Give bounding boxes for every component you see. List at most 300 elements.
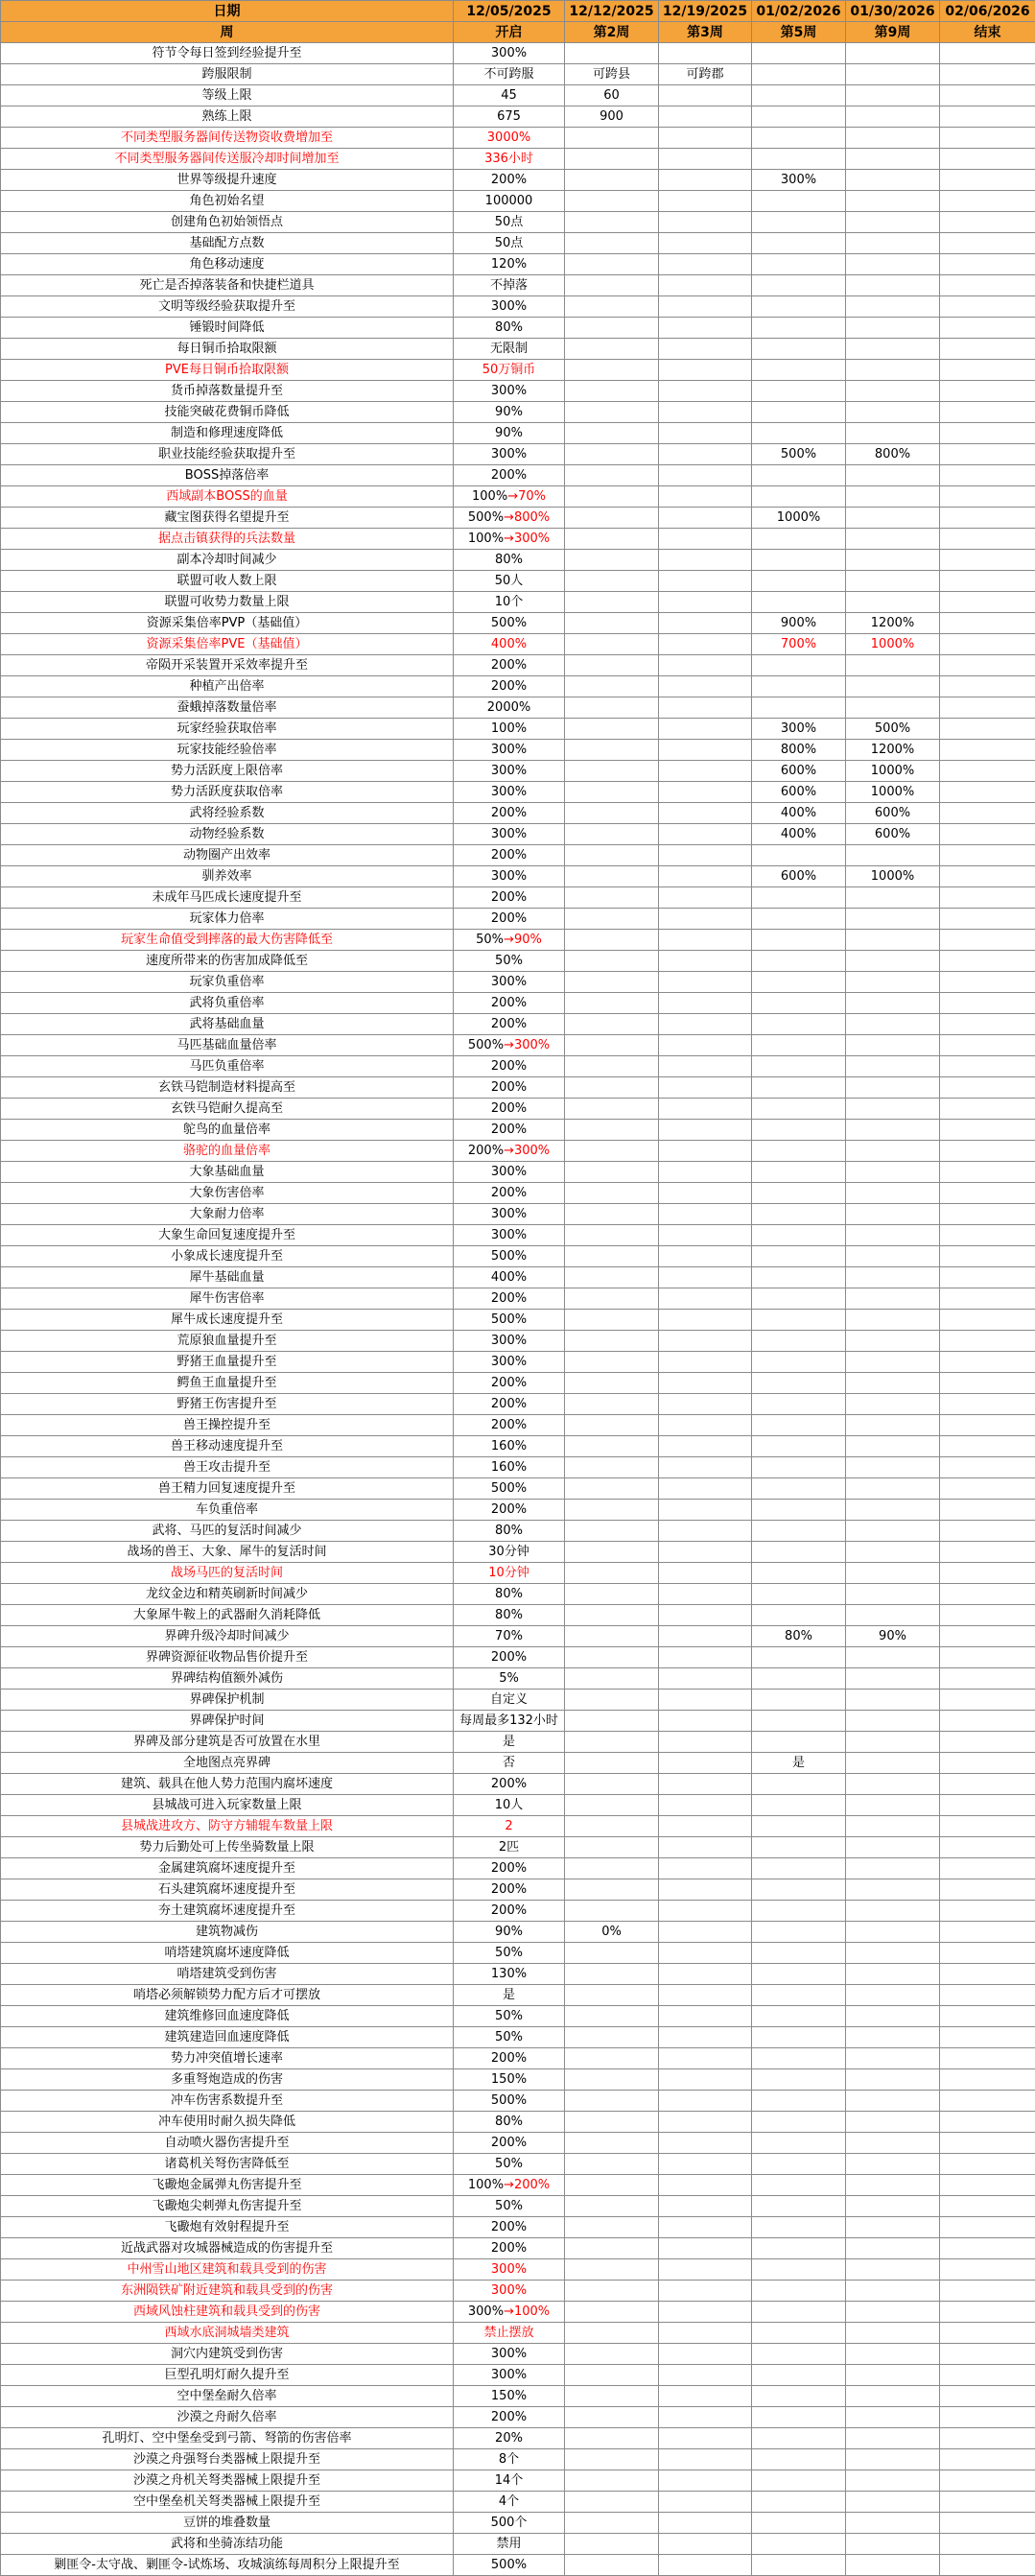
row-label: 兽王精力回复速度提升至	[1, 1478, 454, 1500]
row-value	[846, 2112, 940, 2133]
row-value	[659, 1647, 752, 1668]
row-value	[565, 2492, 659, 2513]
table-row	[1, 2555, 1035, 2576]
changed-value: →300%	[504, 1144, 550, 1158]
row-value	[752, 2281, 846, 2302]
table-row	[1, 2069, 1035, 2091]
row-value	[846, 381, 940, 402]
row-value	[659, 149, 752, 170]
row-value	[940, 1457, 1035, 1478]
row-value: 200%	[454, 1373, 565, 1394]
row-value	[659, 571, 752, 592]
table-row	[1, 1310, 1035, 1331]
header-row-date	[1, 1, 1035, 22]
row-value: 80%	[752, 1626, 846, 1647]
row-label: 界碑保护机制	[1, 1690, 454, 1711]
table-row	[1, 2407, 1035, 2428]
row-value	[659, 465, 752, 486]
row-value: 300%	[454, 2281, 565, 2302]
row-value	[752, 106, 846, 128]
table-row	[1, 1605, 1035, 1626]
row-label: 近战武器对攻城器械造成的伤害提升至	[1, 2238, 454, 2259]
row-value	[752, 128, 846, 149]
row-value: 90%	[454, 1922, 565, 1943]
row-value	[752, 2302, 846, 2323]
row-value	[846, 339, 940, 360]
row-value	[659, 444, 752, 465]
row-value	[752, 2428, 846, 2449]
table-row	[1, 845, 1035, 866]
row-value	[846, 676, 940, 697]
row-value	[940, 1288, 1035, 1310]
row-value	[846, 1964, 940, 1985]
row-value: 200%	[454, 1120, 565, 1141]
row-label: 野猪王伤害提升至	[1, 1394, 454, 1415]
row-value: 3000%	[454, 128, 565, 149]
row-value	[659, 845, 752, 866]
row-label: 联盟可收人数上限	[1, 571, 454, 592]
row-label: 飞礮炮尖刺弹丸伤害提升至	[1, 2196, 454, 2217]
row-value	[846, 1204, 940, 1225]
row-label: 沙漠之舟机关弩类器械上限提升至	[1, 2470, 454, 2492]
row-value: 50%	[454, 1943, 565, 1964]
row-value: 1000%	[752, 508, 846, 529]
row-label: 大象伤害倍率	[1, 1183, 454, 1204]
row-value	[659, 2259, 752, 2281]
row-value	[846, 951, 940, 972]
row-value	[940, 2386, 1035, 2407]
row-value: 1000%	[846, 761, 940, 782]
row-label: 界碑资源征收物品售价提升至	[1, 1647, 454, 1668]
table-row	[1, 951, 1035, 972]
row-value	[940, 887, 1035, 909]
row-value	[659, 719, 752, 740]
row-value	[846, 85, 940, 106]
row-label: 界碑结构值额外减伤	[1, 1668, 454, 1690]
row-value: 60	[565, 85, 659, 106]
row-label: 全地图点亮界碑	[1, 1753, 454, 1774]
row-value	[940, 85, 1035, 106]
row-value	[940, 1647, 1035, 1668]
row-label: 武将负重倍率	[1, 993, 454, 1014]
row-value	[565, 845, 659, 866]
row-value	[846, 2470, 940, 2492]
row-label: 玩家技能经验倍率	[1, 740, 454, 761]
row-value	[565, 697, 659, 719]
row-value	[846, 2091, 940, 2112]
row-value	[565, 1225, 659, 1246]
row-value	[659, 1035, 752, 1056]
row-value	[659, 1436, 752, 1457]
row-value	[940, 2428, 1035, 2449]
row-value	[752, 64, 846, 85]
table-row	[1, 676, 1035, 697]
row-value	[659, 254, 752, 275]
table-row	[1, 1711, 1035, 1732]
row-value	[846, 1985, 940, 2006]
row-value	[940, 1204, 1035, 1225]
row-value	[846, 128, 940, 149]
row-value	[565, 1563, 659, 1584]
row-label: 飞礮炮有效射程提升至	[1, 2217, 454, 2238]
table-row	[1, 1183, 1035, 1204]
row-value	[940, 2027, 1035, 2048]
row-value	[846, 1288, 940, 1310]
row-label: 巨型孔明灯耐久提升至	[1, 2365, 454, 2386]
row-value: 300%	[454, 1225, 565, 1246]
row-value	[659, 2365, 752, 2386]
row-value	[846, 2555, 940, 2576]
row-value: 100%→200%	[454, 2175, 565, 2196]
row-value	[659, 1246, 752, 1267]
row-value: 500%	[752, 444, 846, 465]
row-value	[846, 1795, 940, 1816]
row-value	[565, 2365, 659, 2386]
row-value	[659, 339, 752, 360]
row-label: 创建角色初始领悟点	[1, 212, 454, 233]
row-value: 8个	[454, 2449, 565, 2470]
row-value	[752, 1964, 846, 1985]
row-value	[565, 275, 659, 296]
row-label: 蚕蛾掉落数量倍率	[1, 697, 454, 719]
row-value	[659, 1077, 752, 1099]
table-row	[1, 1373, 1035, 1394]
row-value	[565, 2449, 659, 2470]
row-value	[752, 2386, 846, 2407]
table-row	[1, 1795, 1035, 1816]
row-value: 200%	[454, 1183, 565, 1204]
row-label: 等级上限	[1, 85, 454, 106]
table-row	[1, 1647, 1035, 1668]
row-value	[752, 887, 846, 909]
row-value	[846, 550, 940, 571]
row-value	[752, 1162, 846, 1183]
header-cell: 12/19/2025	[659, 1, 752, 22]
row-value	[846, 191, 940, 212]
row-value	[940, 2006, 1035, 2027]
table-row	[1, 655, 1035, 676]
row-value	[940, 1267, 1035, 1288]
row-value	[565, 170, 659, 191]
table-row	[1, 1204, 1035, 1225]
row-value	[752, 1394, 846, 1415]
table-row	[1, 1626, 1035, 1647]
header-row-week	[1, 22, 1035, 43]
row-value	[846, 2386, 940, 2407]
row-value: 200%	[454, 909, 565, 930]
row-value	[846, 2428, 940, 2449]
row-value	[752, 2365, 846, 2386]
row-value	[659, 2281, 752, 2302]
row-value	[659, 296, 752, 318]
row-value	[659, 1879, 752, 1901]
table-row	[1, 887, 1035, 909]
row-value	[846, 592, 940, 613]
row-value	[846, 402, 940, 423]
row-value: 2匹	[454, 1837, 565, 1858]
row-value: 200%	[454, 1647, 565, 1668]
row-value	[659, 930, 752, 951]
row-value: 是	[752, 1753, 846, 1774]
row-value	[659, 2069, 752, 2091]
row-value	[846, 1668, 940, 1690]
row-value	[940, 2555, 1035, 2576]
row-value: 300%	[454, 444, 565, 465]
row-label: 骆驼的血量倍率	[1, 1141, 454, 1162]
row-value	[846, 1120, 940, 1141]
row-label: 世界等级提升速度	[1, 170, 454, 191]
row-value	[565, 2513, 659, 2534]
row-value	[565, 655, 659, 676]
changed-value: →100%	[504, 2304, 550, 2319]
row-value	[565, 1943, 659, 1964]
row-value: 300%	[454, 740, 565, 761]
row-value: 不可跨服	[454, 64, 565, 85]
row-value	[565, 1373, 659, 1394]
row-value	[659, 972, 752, 993]
row-value	[846, 1014, 940, 1035]
row-value: 100%→300%	[454, 529, 565, 550]
row-value	[940, 1690, 1035, 1711]
row-value: 300%	[454, 761, 565, 782]
row-value	[659, 2449, 752, 2470]
row-value	[752, 360, 846, 381]
table-row	[1, 972, 1035, 993]
row-value	[940, 1901, 1035, 1922]
row-value	[565, 1478, 659, 1500]
table-row	[1, 149, 1035, 170]
table-row	[1, 1668, 1035, 1690]
row-value: 50万铜币	[454, 360, 565, 381]
row-value: 200%	[454, 2238, 565, 2259]
table-row	[1, 697, 1035, 719]
row-value	[565, 1077, 659, 1099]
row-label: 锤锻时间降低	[1, 318, 454, 339]
row-label: 大象基础血量	[1, 1162, 454, 1183]
row-label: 跨服限制	[1, 64, 454, 85]
row-value	[752, 529, 846, 550]
row-value: 500%	[846, 719, 940, 740]
row-value	[565, 571, 659, 592]
row-value	[565, 1246, 659, 1267]
row-value	[846, 1077, 940, 1099]
row-value: 600%	[752, 782, 846, 803]
row-value	[565, 1521, 659, 1542]
row-value	[752, 697, 846, 719]
row-value	[940, 381, 1035, 402]
row-value	[846, 2259, 940, 2281]
row-value	[940, 2470, 1035, 2492]
row-value: 80%	[454, 1521, 565, 1542]
row-value: 200%	[454, 2133, 565, 2154]
row-value	[659, 2428, 752, 2449]
row-value	[659, 2048, 752, 2069]
row-value	[940, 845, 1035, 866]
table-row	[1, 930, 1035, 951]
row-value	[940, 1542, 1035, 1563]
row-value	[940, 972, 1035, 993]
row-value	[846, 1753, 940, 1774]
row-value	[846, 2006, 940, 2027]
table-row	[1, 191, 1035, 212]
row-value	[846, 2513, 940, 2534]
row-value	[752, 2154, 846, 2175]
table-row	[1, 43, 1035, 64]
row-label: 车负重倍率	[1, 1500, 454, 1521]
table-row	[1, 1352, 1035, 1373]
row-value	[940, 1225, 1035, 1246]
row-value: 500%	[454, 1310, 565, 1331]
row-value	[659, 1922, 752, 1943]
row-value	[659, 2344, 752, 2365]
row-value	[659, 2154, 752, 2175]
row-value	[752, 655, 846, 676]
row-value	[846, 1879, 940, 1901]
row-value: 500%	[454, 1478, 565, 1500]
row-label: 动物经验系数	[1, 824, 454, 845]
row-value	[659, 486, 752, 508]
row-label: 玩家体力倍率	[1, 909, 454, 930]
header-cell: 结束	[940, 22, 1035, 43]
row-label: 死亡是否掉落装备和快捷栏道具	[1, 275, 454, 296]
row-value	[659, 2112, 752, 2133]
row-value: 可跨郡	[659, 64, 752, 85]
row-value	[659, 1310, 752, 1331]
row-value	[846, 2323, 940, 2344]
row-value	[565, 1690, 659, 1711]
table-row	[1, 909, 1035, 930]
row-value	[565, 2386, 659, 2407]
row-label: 联盟可收势力数量上限	[1, 592, 454, 613]
row-value	[659, 1732, 752, 1753]
row-label: 资源采集倍率PVP（基础值）	[1, 613, 454, 634]
row-value: 300%	[454, 782, 565, 803]
row-label: 玩家生命值受到摔落的最大伤害降低至	[1, 930, 454, 951]
row-value	[565, 2217, 659, 2238]
row-value	[846, 254, 940, 275]
row-value	[565, 529, 659, 550]
row-value	[940, 951, 1035, 972]
row-value	[940, 824, 1035, 845]
row-value	[565, 1626, 659, 1647]
row-label: 未成年马匹成长速度提升至	[1, 887, 454, 909]
table-row	[1, 2449, 1035, 2470]
row-value	[940, 2492, 1035, 2513]
row-value: 200%	[454, 1415, 565, 1436]
row-value: 禁用	[454, 2534, 565, 2555]
row-value	[940, 339, 1035, 360]
row-value: 300%	[454, 866, 565, 887]
row-value	[752, 2217, 846, 2238]
row-value	[940, 2175, 1035, 2196]
table-row	[1, 2344, 1035, 2365]
row-value: 80%	[454, 1584, 565, 1605]
row-value	[940, 1310, 1035, 1331]
row-value	[752, 2133, 846, 2154]
row-value	[752, 275, 846, 296]
row-value	[846, 296, 940, 318]
row-label: 孔明灯、空中堡垒受到弓箭、弩箭的伤害倍率	[1, 2428, 454, 2449]
row-value	[565, 149, 659, 170]
header-cell: 开启	[454, 22, 565, 43]
row-value	[940, 1922, 1035, 1943]
row-value: 1000%	[846, 634, 940, 655]
row-value	[659, 2091, 752, 2112]
row-value	[752, 1521, 846, 1542]
table-row	[1, 402, 1035, 423]
row-value	[752, 254, 846, 275]
row-value	[940, 1141, 1035, 1162]
row-value	[565, 803, 659, 824]
row-value	[659, 2238, 752, 2259]
row-value	[752, 676, 846, 697]
row-value	[565, 1204, 659, 1225]
row-value	[940, 1816, 1035, 1837]
row-label: 西域副本BOSS的血量	[1, 486, 454, 508]
row-value	[752, 43, 846, 64]
row-value: 500%	[454, 2555, 565, 2576]
row-value	[752, 85, 846, 106]
row-value: 300%	[454, 1162, 565, 1183]
row-value	[846, 2048, 940, 2069]
row-value	[940, 2238, 1035, 2259]
row-value	[565, 1774, 659, 1795]
row-value	[565, 2069, 659, 2091]
row-value	[846, 972, 940, 993]
row-value: 160%	[454, 1436, 565, 1457]
row-value	[752, 149, 846, 170]
row-value	[846, 2492, 940, 2513]
table-row	[1, 1858, 1035, 1879]
table-row	[1, 106, 1035, 128]
row-value	[940, 1056, 1035, 1077]
row-value	[659, 2302, 752, 2323]
table-row	[1, 1394, 1035, 1415]
row-value	[752, 1478, 846, 1500]
row-value	[940, 697, 1035, 719]
row-value	[659, 866, 752, 887]
row-value	[565, 2238, 659, 2259]
table-row	[1, 761, 1035, 782]
row-value	[752, 571, 846, 592]
row-value	[565, 1753, 659, 1774]
row-value: 无限制	[454, 339, 565, 360]
row-label: 飞礮炮金属弹丸伤害提升至	[1, 2175, 454, 2196]
row-value	[565, 634, 659, 655]
header-cell: 第2周	[565, 22, 659, 43]
row-value: 200%	[454, 2217, 565, 2238]
row-value	[659, 1521, 752, 1542]
row-value	[752, 1457, 846, 1478]
row-label: 大象耐力倍率	[1, 1204, 454, 1225]
table-row	[1, 866, 1035, 887]
row-value	[846, 1563, 940, 1584]
row-value	[940, 1985, 1035, 2006]
row-label: 资源采集倍率PVE（基础值）	[1, 634, 454, 655]
row-value: 50点	[454, 233, 565, 254]
row-value	[752, 1331, 846, 1352]
row-label: 据点击镇获得的兵法数量	[1, 529, 454, 550]
row-value	[752, 212, 846, 233]
row-value	[940, 2344, 1035, 2365]
row-label: 界碑保护时间	[1, 1711, 454, 1732]
row-value	[752, 1795, 846, 1816]
row-value	[565, 444, 659, 465]
table-row	[1, 740, 1035, 761]
row-value	[752, 1352, 846, 1373]
row-value	[752, 1879, 846, 1901]
row-value	[940, 318, 1035, 339]
